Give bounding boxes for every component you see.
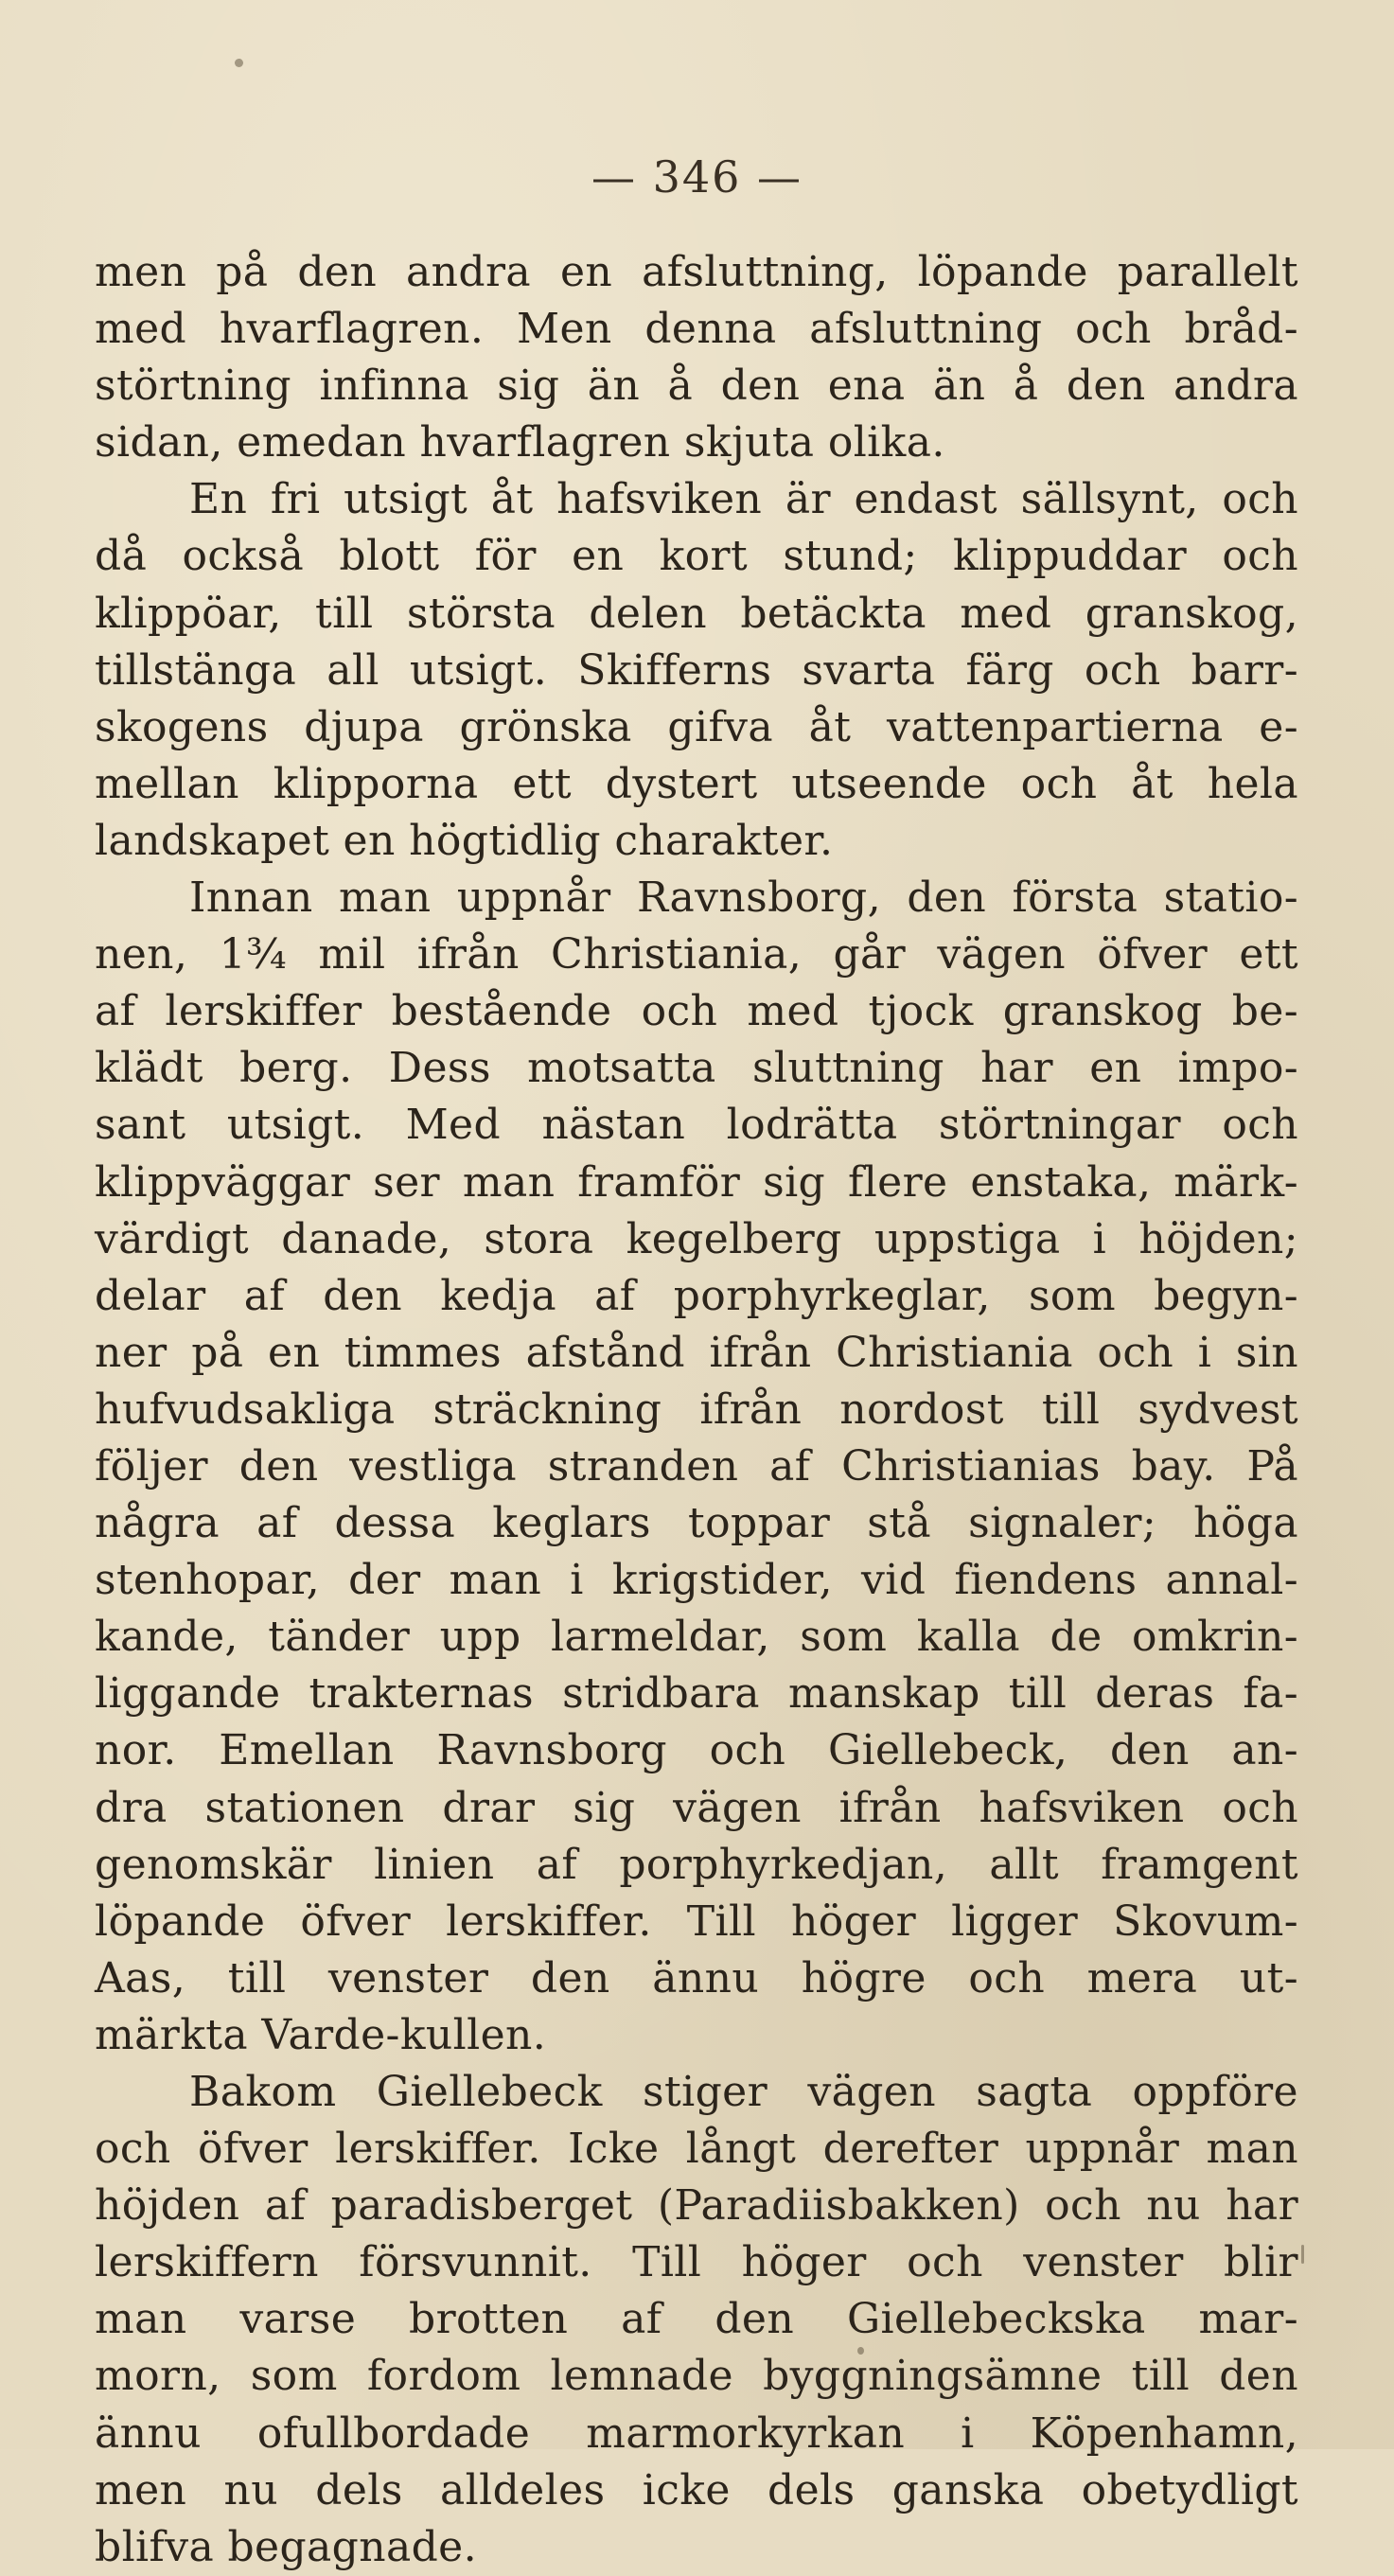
text-line: Bakom Giellebeck stiger vägen sagta oppföre xyxy=(189,2068,1298,2116)
text-line: nor. Emellan Ravnsborg och Giellebeck, den an- xyxy=(95,1726,1298,1775)
text-line: blifva begagnade. xyxy=(95,2522,478,2571)
text-line: då också blott för en kort stund; klippuddar och xyxy=(95,532,1298,581)
body-text xyxy=(95,244,1298,2576)
text-line: genomskär linien af porphyrkedjan, allt framgent xyxy=(95,1840,1298,1889)
text-line: ännu ofullbordade marmorkyrkan i Köpenhamn, xyxy=(95,2408,1298,2458)
text-line: höjden af paradisberget (Paradiisbakken) och nu har xyxy=(95,2181,1298,2231)
text-line: nen, 1¾ mil ifrån Christiania, går vägen öfver ett xyxy=(95,930,1298,979)
text-line: landskapet en högtidlig charakter. xyxy=(95,816,834,865)
text-line: och öfver lerskiffer. Icke långt derefter uppnår man xyxy=(95,2125,1298,2174)
text-line: af lerskiffer bestående och med tjock granskog be- xyxy=(95,987,1298,1036)
paper-speck xyxy=(235,59,243,67)
text-line: klippväggar ser man framför sig flere enstaka, märk- xyxy=(95,1157,1298,1207)
text-line: kande, tänder upp larmeldar, som kalla de omkrin- xyxy=(95,1613,1298,1662)
text-line: med hvarflagren. Men denna afsluttning och bråd- xyxy=(95,305,1298,354)
text-line: tillstänga all utsigt. Skifferns svarta färg och barr- xyxy=(95,645,1298,695)
text-line: hufvudsakliga sträckning ifrån nordost till sydvest xyxy=(95,1385,1298,1434)
text-line: ner på en timmes afstånd ifrån Christiania och i sin xyxy=(95,1328,1298,1377)
text-line: stenhopar, der man i krigstider, vid fiendens annal- xyxy=(95,1556,1298,1605)
text-line: Aas, till venster den ännu högre och mera ut- xyxy=(95,1953,1298,2003)
text-line: morn, som fordom lemnade byggningsämne till den xyxy=(95,2352,1298,2401)
text-line: delar af den kedja af porphyrkeglar, som begyn- xyxy=(95,1271,1298,1320)
text-line: sidan, emedan hvarflagren skjuta olika. xyxy=(95,418,945,468)
text-line: skogens djupa grönska gifva åt vattenpartierna e- xyxy=(95,702,1298,751)
text-line: löpande öfver lerskiffer. Till höger ligger Skovum- xyxy=(95,1897,1298,1946)
text-line: lerskiffern försvunnit. Till höger och venster blir xyxy=(95,2238,1298,2287)
page-number: — 346 — xyxy=(591,151,803,203)
text-line: störtning infinna sig än å den ena än å den andra xyxy=(95,362,1298,411)
text-line: men på den andra en afsluttning, löpande parallelt xyxy=(95,248,1298,296)
text-line: några af dessa keglars toppar stå signaler; höga xyxy=(95,1499,1298,1548)
text-line: liggande trakternas stridbara manskap till deras fa- xyxy=(95,1669,1298,1719)
text-line: sant utsigt. Med nästan lodrätta störtningar och xyxy=(95,1101,1298,1150)
paper-speck xyxy=(1301,2245,1304,2264)
text-line: Innan man uppnår Ravnsborg, den första statio- xyxy=(189,873,1298,923)
text-line: En fri utsigt åt hafsviken är endast sällsynt, och xyxy=(189,475,1298,524)
text-line: man varse brotten af den Giellebeckska mar- xyxy=(95,2295,1298,2344)
text-line: dra stationen drar sig vägen ifrån hafsviken och xyxy=(95,1783,1298,1832)
text-line: klippöar, till största delen betäckta med granskog, xyxy=(95,589,1298,638)
text-line: men nu dels alldeles icke dels ganska obetydligt xyxy=(95,2465,1298,2514)
text-line: mellan klipporna ett dystert utseende och åt hela xyxy=(95,759,1298,808)
text-line: klädt berg. Dess motsatta sluttning har en impo- xyxy=(95,1044,1298,1093)
text-line: värdigt danade, stora kegelberg uppstiga i höjden; xyxy=(95,1214,1298,1263)
text-line: följer den vestliga stranden af Christianias bay. På xyxy=(95,1441,1298,1491)
text-line: märkta Varde-kullen. xyxy=(95,2010,547,2059)
